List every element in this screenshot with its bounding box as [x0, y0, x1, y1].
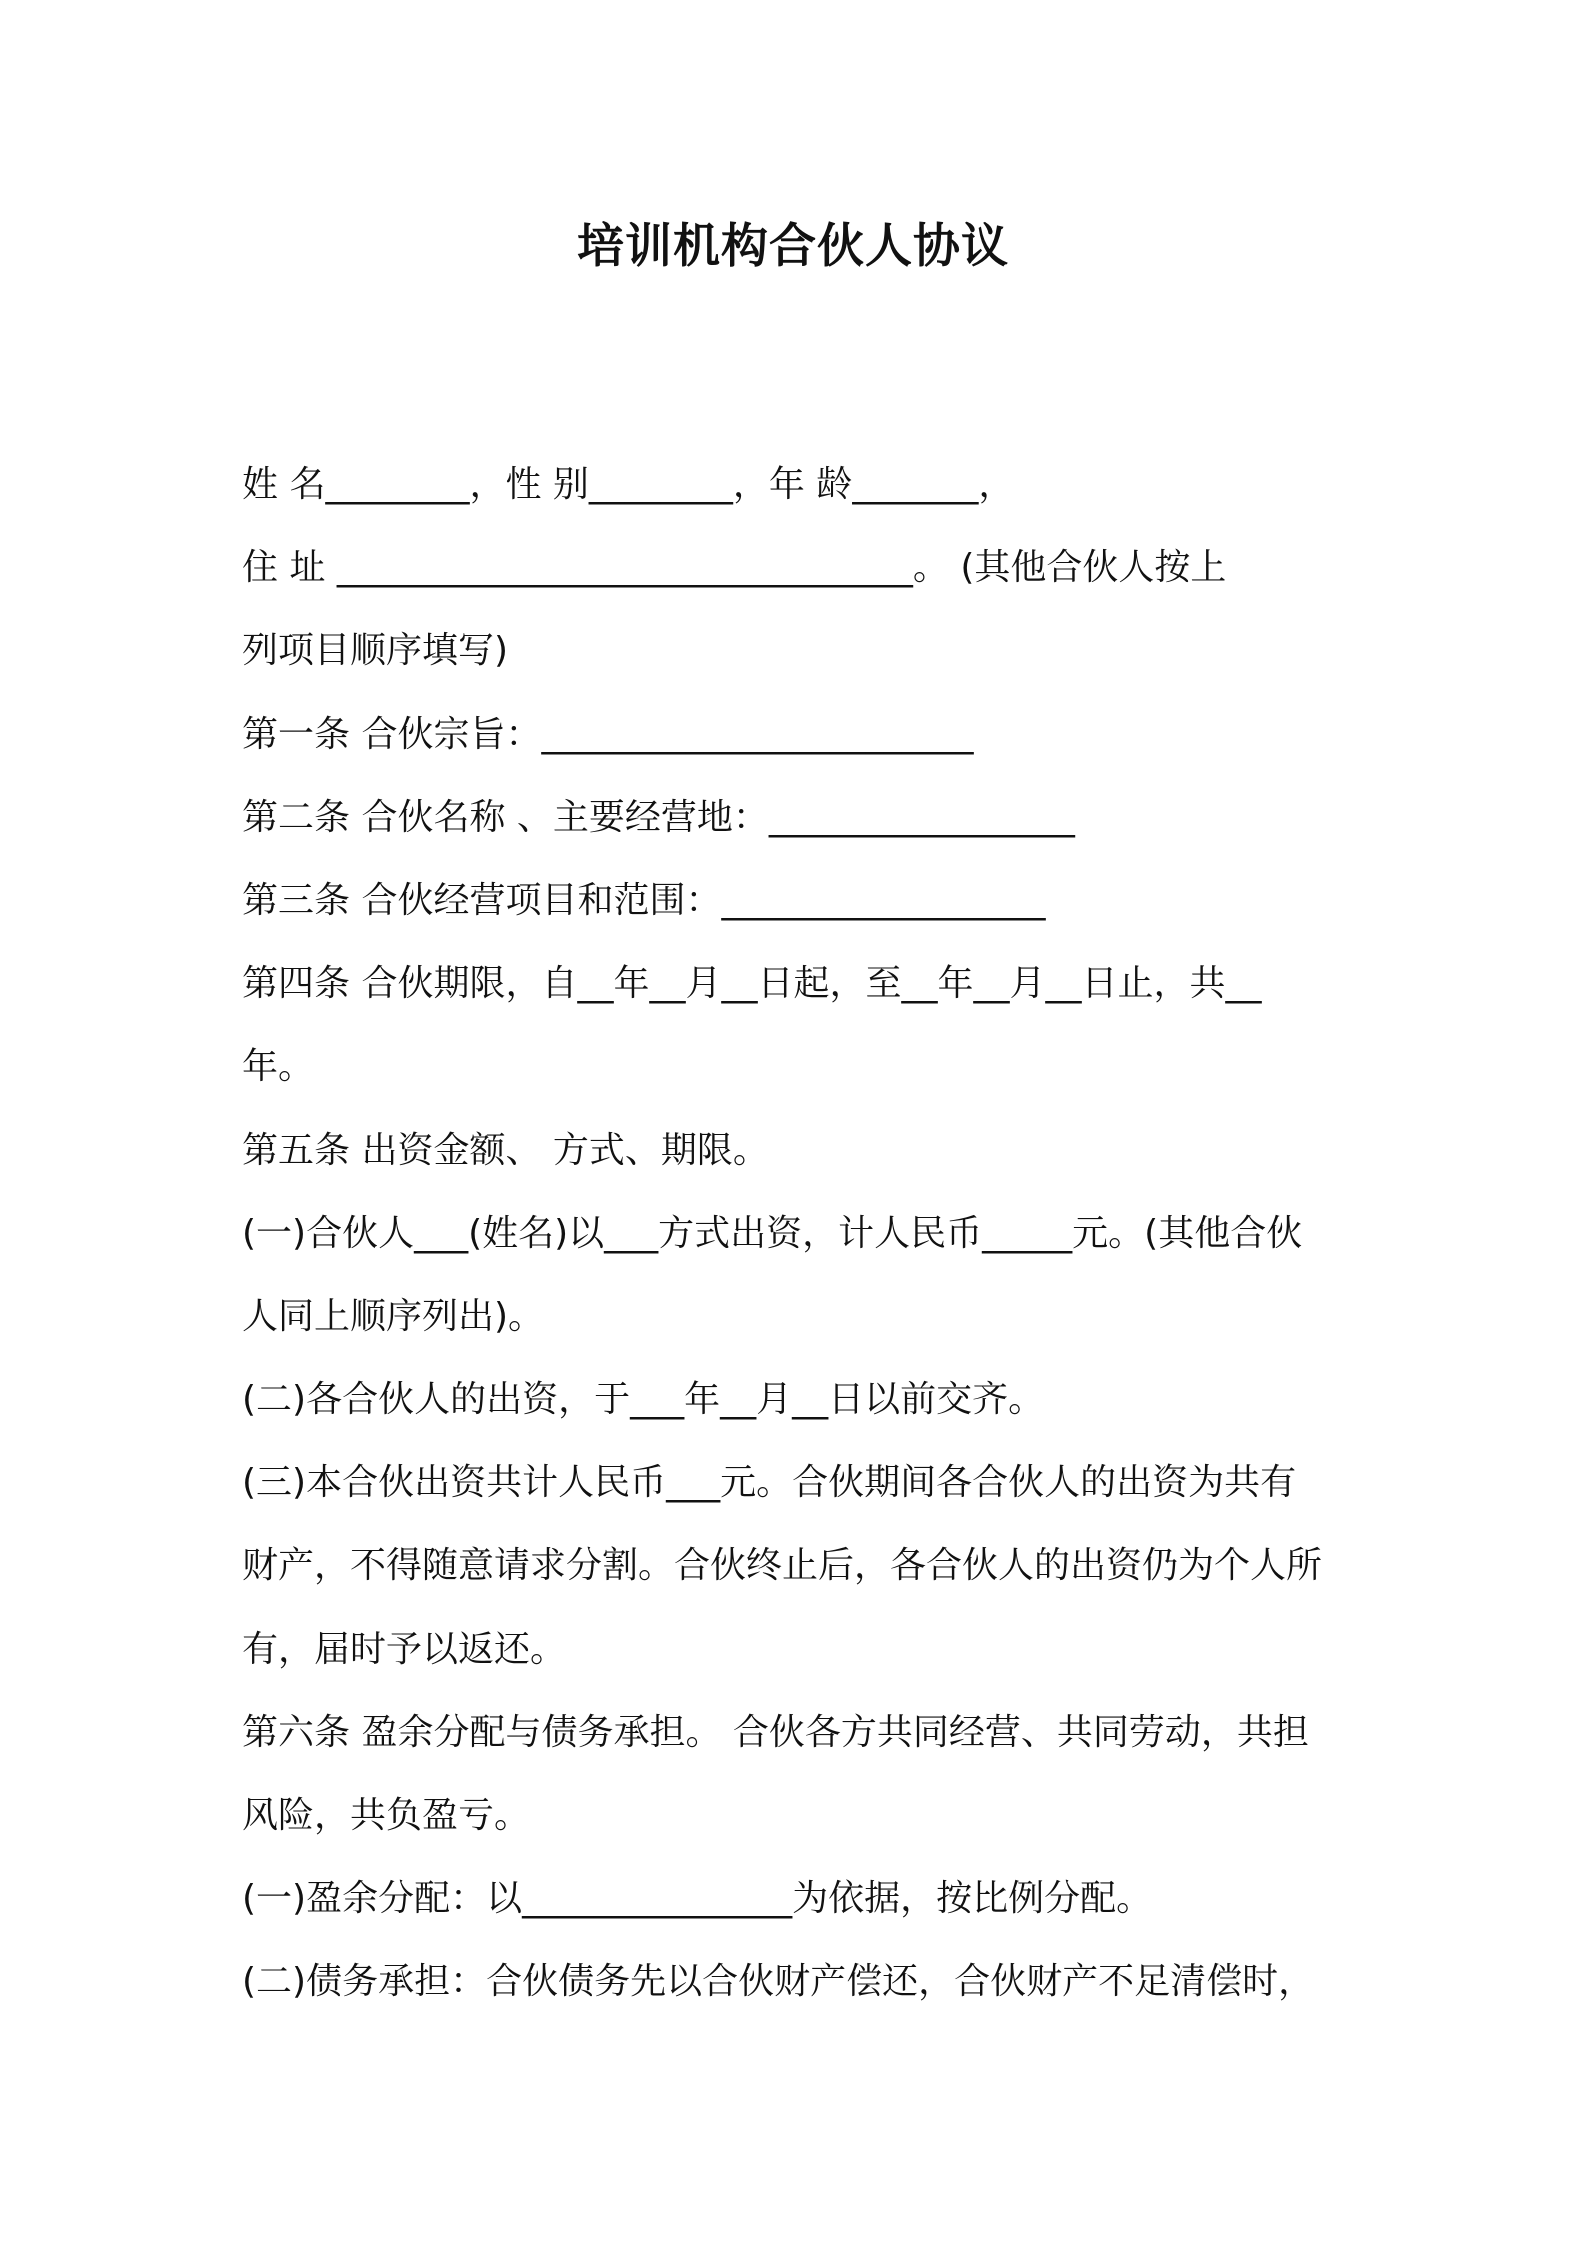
article-6-item-1: (一)盈余分配：以_______________为依据，按比例分配。 — [242, 1878, 1153, 1920]
article-4-continued: 年。 — [242, 1046, 315, 1088]
article-5-item-2: (二)各合伙人的出资，于___年__月__日以前交齐。 — [242, 1379, 1045, 1421]
article-5-item-3: (三)本合伙出资共计人民币___元。合伙期间各合伙人的出资为共有 — [242, 1462, 1297, 1504]
article-5-item-1-continued: 人同上顺序列出)。 — [242, 1295, 545, 1337]
article-2: 第二条 合伙名称 、主要经营地：_________________ — [242, 796, 1075, 838]
document-title: 培训机构合伙人协议 — [577, 219, 1009, 274]
article-5: 第五条 出资金额、 方式、期限。 — [242, 1129, 769, 1171]
article-4: 第四条 合伙期限，自__年__月__日起，至__年__月__日止，共__ — [242, 963, 1262, 1005]
article-5-item-3-continued: 财产，不得随意请求分割。合伙终止后，各合伙人的出资仍为个人所 — [242, 1545, 1323, 1587]
address-note-line: 列项目顺序填写) — [242, 630, 509, 672]
address-line: 住 址 ________________________________。 (其他合伙人按上 — [242, 547, 1227, 589]
article-5-item-3-end: 有，届时予以返还。 — [242, 1628, 567, 1670]
article-6-continued: 风险，共负盈亏。 — [242, 1795, 531, 1836]
article-5-item-1: (一)合伙人___(姓名)以___方式出资，计人民币_____元。(其他合伙 — [242, 1212, 1303, 1254]
article-6: 第六条 盈余分配与债务承担。 合伙各方共同经营、共同劳动，共担 — [242, 1711, 1309, 1753]
document-body — [242, 443, 1352, 2024]
party-info-line: 姓 名________，性 别________，年 龄_______， — [242, 464, 1015, 505]
article-1: 第一条 合伙宗旨：________________________ — [242, 713, 974, 755]
article-3: 第三条 合伙经营项目和范围：__________________ — [242, 879, 1046, 921]
article-6-item-2: (二)债务承担：合伙债务先以合伙财产偿还，合伙财产不足清偿时， — [242, 1961, 1315, 2003]
